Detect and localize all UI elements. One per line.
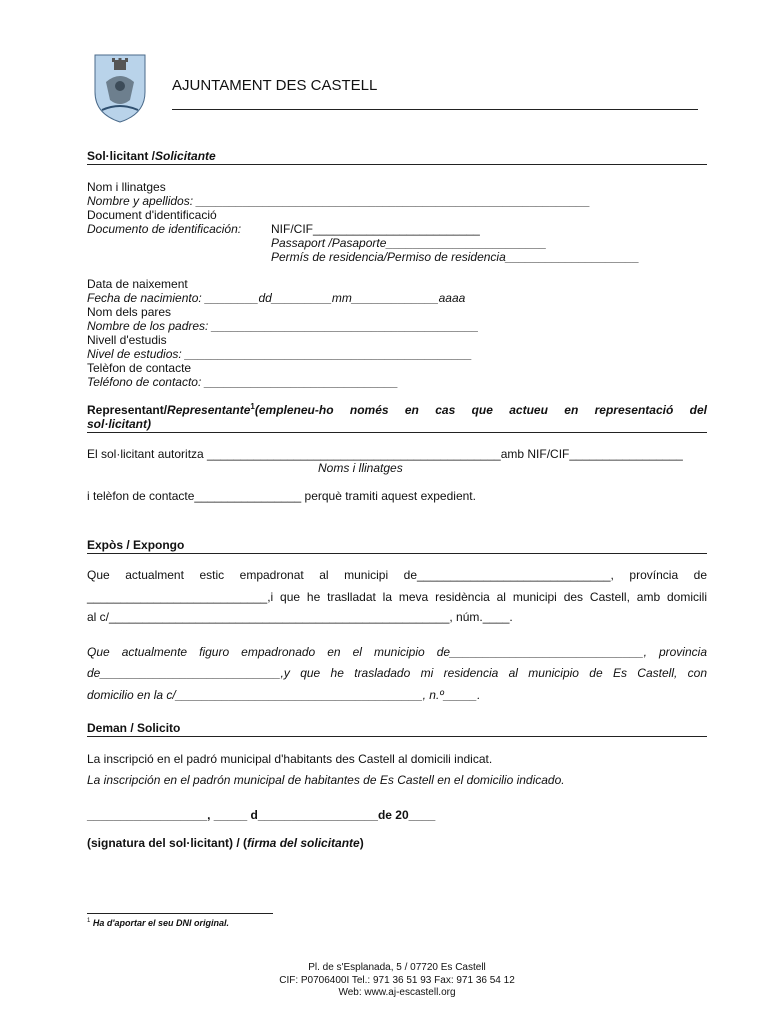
field-nif[interactable]: NIF/CIF_________________________ (271, 222, 480, 236)
field-padres[interactable]: Nombre de los padres: ________________________________________ (87, 319, 479, 333)
field-autoritza[interactable]: El sol·licitant autoritza ____________________________________________amb NIF/CIF_________________ (87, 447, 683, 461)
label-noms-llinatges: Noms i llinatges (318, 461, 403, 475)
label-pares: Nom dels pares (87, 305, 172, 319)
section-heading-representant: Representant/Representante$^1$(empleneu-ho només en cas que actueu en representació del (87, 402, 707, 417)
expos-es-line-1[interactable]: Que actualmente figuro empadronado en el municipio de_____________________________, provincia (87, 645, 707, 659)
field-telefono[interactable]: Teléfono de contacto: _____________________________ (87, 375, 399, 389)
label-documento: Documento de identificación: (87, 222, 242, 236)
section-heading-deman: Deman / Solicito (87, 721, 707, 737)
field-passaport[interactable]: Passaport /Pasaporte________________________ (271, 236, 547, 250)
expos-ca-line-3[interactable]: al c/___________________________________________________, núm.____. (87, 610, 513, 624)
label-telefon: Telèfon de contacte (87, 361, 192, 375)
footer-cif: CIF: P0706400I Tel.: 971 36 51 93 Fax: 971 36 54 12 (279, 975, 515, 986)
footnote: $^1$ Ha d'aportar el seu DNI original. (87, 918, 230, 928)
footer-web: Web: www.aj-escastell.org (338, 987, 456, 998)
deman-es-text: La inscripción en el padrón municipal de habitantes de Es Castell en el domicilio indicado. (87, 773, 565, 787)
expos-ca-line-1[interactable]: Que actualment estic empadronat al municipi de_____________________________, província de (87, 568, 707, 582)
section-heading-representant-cont: sol·licitant) (87, 417, 707, 433)
expos-ca-line-2[interactable]: ___________________________,i que he traslladat la meva residència al municipi des Castell, amb domicili (87, 590, 707, 604)
expos-es-line-3[interactable]: domicilio en la c/_____________________________________, n.º_____. (87, 688, 481, 702)
date-line[interactable]: __________________, _____ d__________________de 20____ (87, 808, 436, 822)
section-heading-expos: Expòs / Expongo (87, 538, 707, 554)
title-rule (172, 109, 698, 110)
field-nombre[interactable]: Nombre y apellidos: ___________________________________________________________ (87, 194, 591, 208)
page-title: AJUNTAMENT DES CASTELL (172, 77, 378, 94)
label-document: Document d'identificació (87, 208, 217, 222)
field-fecha-nacimiento[interactable]: Fecha de nacimiento: ________dd_________mm_____________aaaa (87, 291, 466, 305)
field-estudios[interactable]: Nivel de estudios: ___________________________________________ (87, 347, 473, 361)
label-naixement: Data de naixement (87, 277, 188, 291)
field-telefon-contacte[interactable]: i telèfon de contacte________________ perquè tramiti aquest expedient. (87, 489, 476, 503)
section-heading-solicitant: Sol·licitant /Solicitante (87, 149, 707, 165)
footnote-rule (87, 913, 273, 914)
label-estudis: Nivell d'estudis (87, 333, 167, 347)
label-nom: Nom i llinatges (87, 180, 166, 194)
deman-ca-text: La inscripció en el padró municipal d'habitants des Castell al domicili indicat. (87, 752, 493, 766)
town-crest-logo (92, 52, 148, 124)
signature-label: (signatura del sol·licitant) / (firma del solicitante) (87, 836, 364, 850)
field-permis[interactable]: Permís de residencia/Permiso de residencia____________________ (271, 250, 640, 264)
footer-address: Pl. de s'Esplanada, 5 / 07720 Es Castell (308, 962, 486, 973)
expos-es-line-2[interactable]: de___________________________,y que he trasladado mi residencia al municipio de Es Castell, con (87, 666, 707, 680)
